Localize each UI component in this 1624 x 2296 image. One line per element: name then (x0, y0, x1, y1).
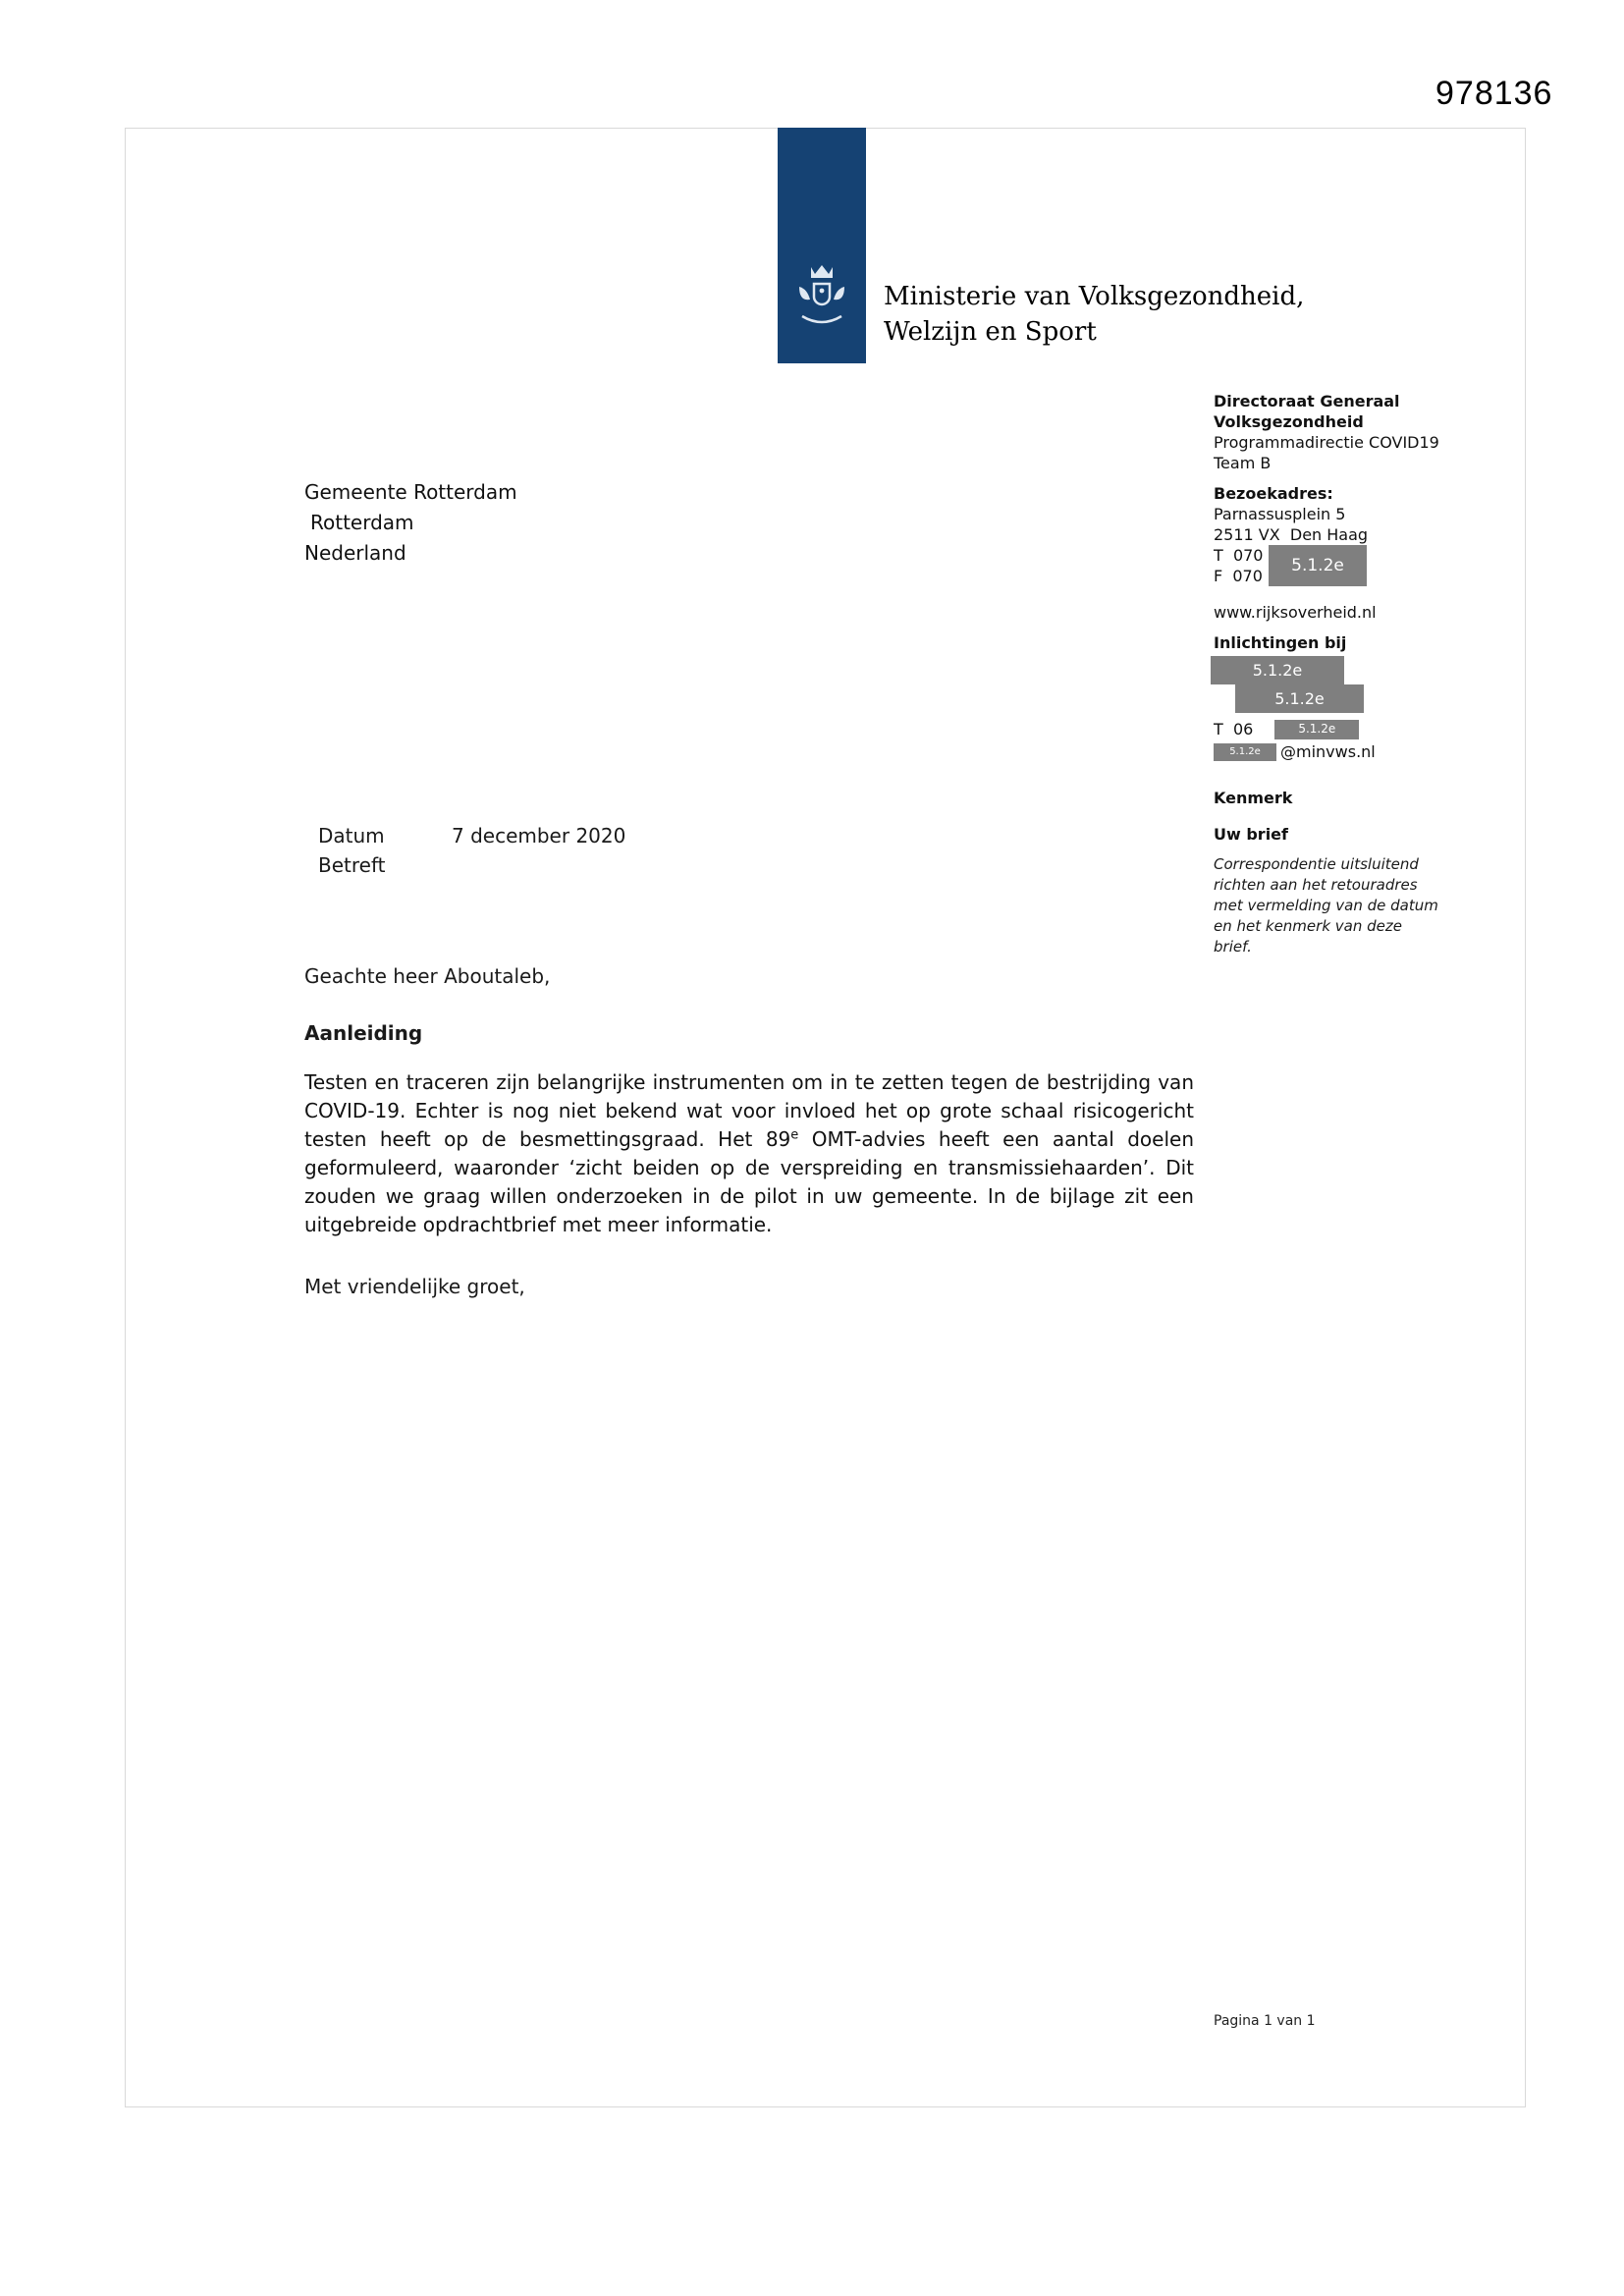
salutation: Geachte heer Aboutaleb, (304, 964, 551, 988)
phone-t-prefix: T 070 (1214, 546, 1264, 565)
letter-meta (318, 821, 625, 880)
mobile-phone-row (1214, 719, 1461, 739)
visiting-address-city: 2511 VX Den Haag (1214, 525, 1369, 544)
document-number: 978136 (1435, 75, 1553, 112)
directorate-name: Directoraat Generaal (1214, 392, 1400, 410)
section-heading: Aanleiding (304, 1021, 423, 1045)
redaction-box: 5.1.2e (1269, 545, 1367, 586)
letterhead-sidebar (1214, 391, 1461, 957)
programme-name: Programmadirectie COVID19 (1214, 433, 1439, 452)
recipient-line: Nederland (304, 541, 406, 565)
email-domain: @minvws.nl (1280, 742, 1376, 761)
recipient-line: Rotterdam (310, 511, 414, 534)
ministry-name (884, 279, 1304, 350)
recipient-line: Gemeente Rotterdam (304, 480, 517, 504)
redaction-box: 5.1.2e (1214, 743, 1276, 761)
redaction-box: 5.1.2e (1235, 684, 1364, 713)
coat-of-arms-icon (790, 261, 853, 342)
correspondence-note-line: met vermelding van de datum (1214, 897, 1438, 914)
correspondence-note-line: richten aan het retouradres (1214, 876, 1418, 894)
mobile-prefix: T 06 (1214, 720, 1254, 738)
inlichtingen-label: Inlichtingen bij (1214, 633, 1347, 652)
rijksoverheid-ribbon (778, 128, 866, 363)
paragraph-text: OMT-advies heeft een aantal doelen geformuleerd, waaronder ‘zicht beiden op de verspreiding en transmissiehaarden’. Dit zouden we graag willen onderzoeken in de pilot in uw gemeente. In de bijlage zit een uitgebreide opdrachtbrief met meer informatie. (304, 1127, 1195, 1236)
redaction-box: 5.1.2e (1274, 720, 1359, 739)
page-number: Pagina 1 van 1 (1214, 2013, 1316, 2029)
ministry-name-line2: Welzijn en Sport (884, 317, 1097, 347)
datum-value: 7 december 2020 (452, 824, 626, 847)
body-paragraph (304, 1068, 1194, 1239)
correspondence-note-line: brief. (1214, 938, 1252, 956)
superscript-e: e (790, 1127, 799, 1143)
redaction-box: 5.1.2e (1211, 656, 1344, 684)
betreft-label: Betreft (318, 853, 386, 877)
correspondence-note-line: en het kenmerk van deze (1214, 917, 1402, 935)
ministry-name-line1: Ministerie van Volksgezondheid, (884, 282, 1305, 311)
correspondence-note (1214, 854, 1461, 957)
email-row (1214, 741, 1461, 762)
directorate-name: Volksgezondheid (1214, 412, 1364, 431)
team-name: Team B (1214, 454, 1272, 472)
uw-brief-label: Uw brief (1214, 825, 1288, 844)
kenmerk-label: Kenmerk (1214, 789, 1293, 807)
paragraph-text: Testen en traceren zijn belangrijke instrumenten om in te zetten tegen de bestrijding van COVID-19. Echter is nog niet bekend wat voor invloed het op grote schaal risicogericht testen heeft op de besmettingsgraad. Het 89 (304, 1070, 1194, 1151)
website-url: www.rijksoverheid.nl (1214, 603, 1377, 622)
correspondence-note-line: Correspondentie uitsluitend (1214, 855, 1419, 873)
visiting-address-label: Bezoekadres: (1214, 484, 1333, 503)
phone-f-prefix: F 070 (1214, 567, 1263, 585)
datum-label: Datum (318, 824, 385, 847)
visiting-address-street: Parnassusplein 5 (1214, 505, 1346, 523)
closing-line: Met vriendelijke groet, (304, 1275, 525, 1298)
recipient-address-block (304, 477, 517, 569)
phone-block (1214, 545, 1461, 586)
